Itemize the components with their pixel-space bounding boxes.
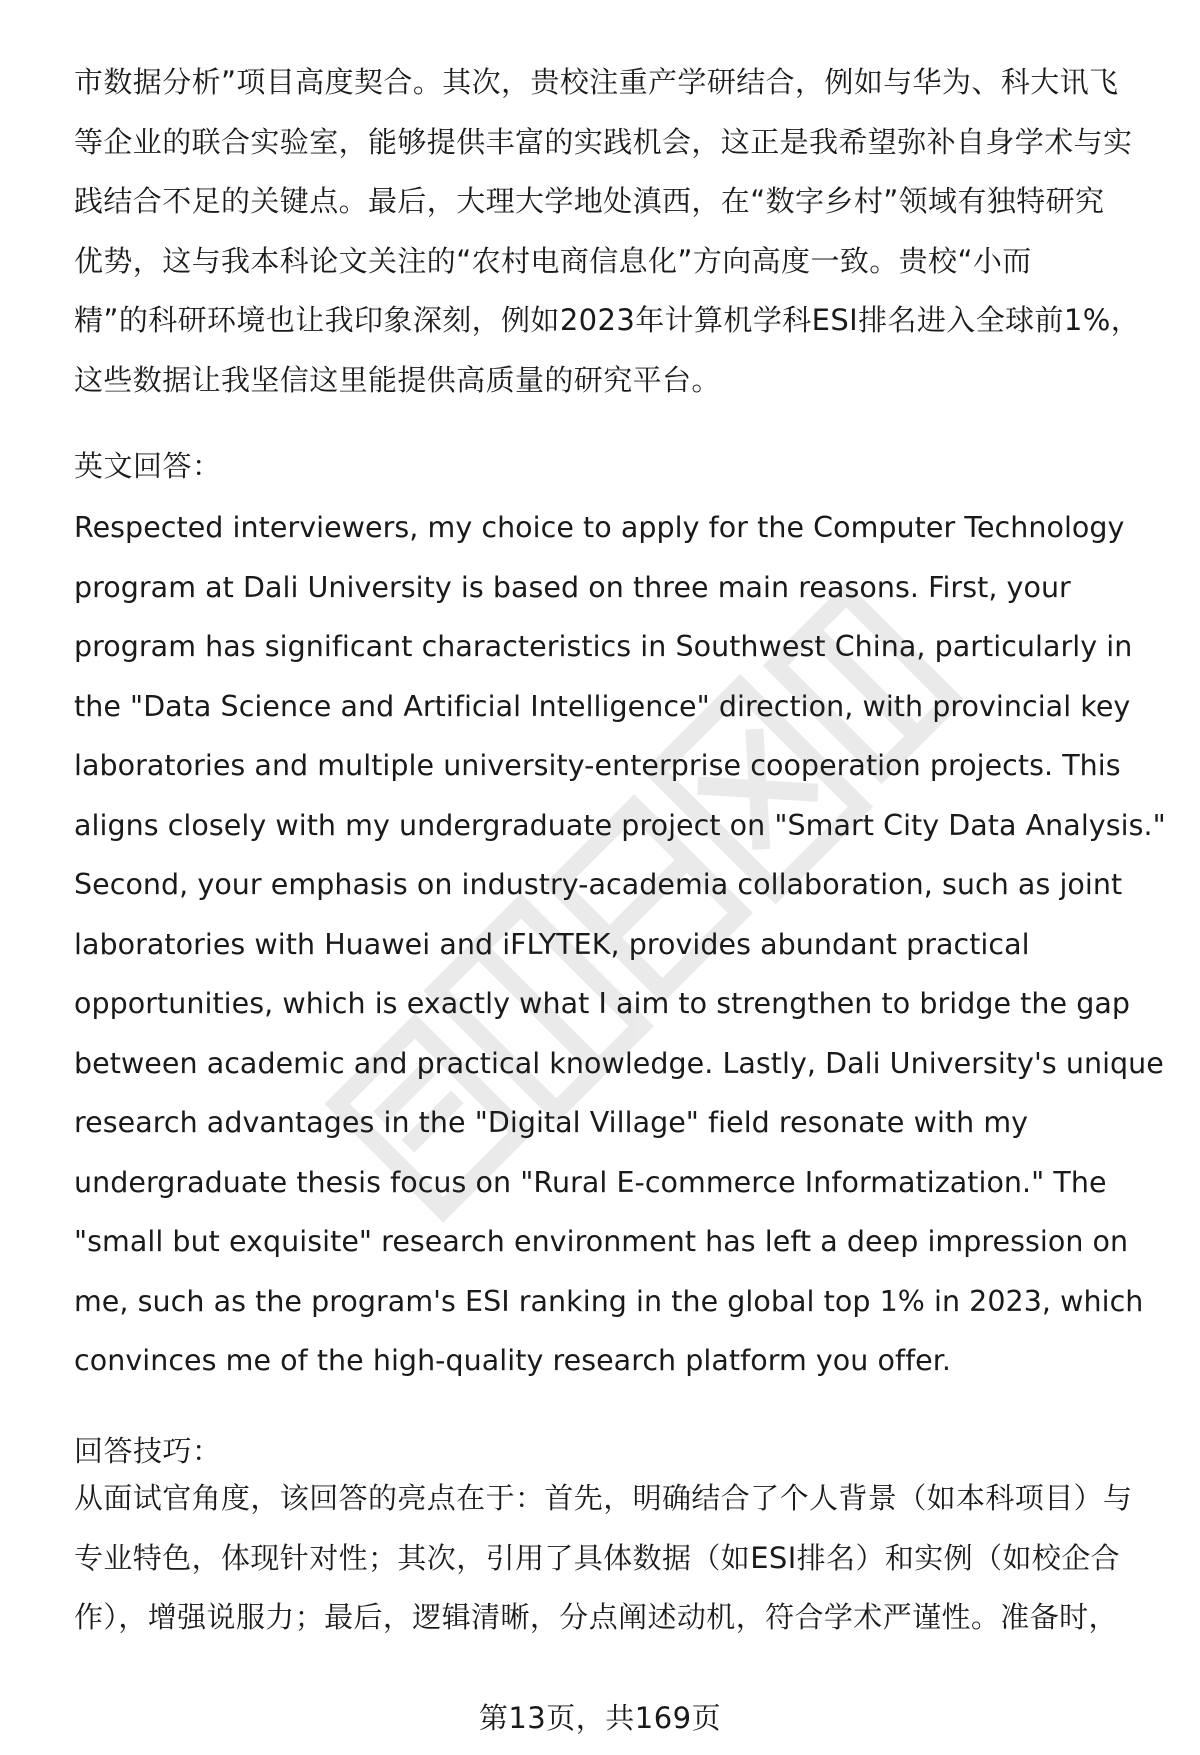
page-number: 第13页，共169页 [478,1701,722,1735]
text-line: 从面试官角度，该回答的亮点在于：首先，明确结合了个人背景（如本科项目）与 [74,1481,1133,1515]
text-line: 精”的科研环境也让我印象深刻，例如2023年计算机学科ESI排名进入全球前1%， [74,303,1141,337]
english-answer-heading: 英文回答： [74,449,222,483]
text-line: laboratories and multiple university-enterprise cooperation projects. This [74,749,1121,782]
text-line: program has significant characteristics in Southwest China, particularly in [74,630,1133,663]
text-line: program at Dali University is based on three main reasons. First, your [74,570,1071,604]
english-answer-paragraph [74,498,1166,1391]
text-line: 优势，这与我本科论文关注的“农村电商信息化”方向高度一致。贵校“小而 [74,243,1032,278]
text-line: Respected interviewers, my choice to apply for the Computer Technology [74,511,1125,544]
answer-tips-heading: 回答技巧： [74,1434,222,1468]
text-line: me, such as the program's ESI ranking in the global top 1% in 2023, which [74,1284,1144,1318]
text-line: 作），增强说服力；最后，逻辑清晰，分点阐述动机，符合学术严谨性。准备时， [74,1600,1118,1634]
text-line: laboratories with Huawei and iFLYTEK, provides abundant practical [74,927,1030,961]
text-line: undergraduate thesis focus on "Rural E-commerce Informatization." The [74,1165,1107,1199]
text-line: 市数据分析”项目高度契合。其次，贵校注重产学研结合，例如与华为、科大讯飞 [74,65,1119,99]
text-line: opportunities, which is exactly what I aim to strengthen to bridge the gap [74,987,1131,1020]
text-line: 专业特色，体现针对性；其次，引用了具体数据（如ESI排名）和实例（如校企合 [74,1540,1121,1575]
text-line: 这些数据让我坚信这里能提供高质量的研究平台。 [74,362,721,397]
text-line: 等企业的联合实验室，能够提供丰富的实践机会，这正是我希望弥补自身学术与实 [74,124,1133,159]
text-line: the "Data Science and Artificial Intelligence" direction, with provincial key [74,689,1131,723]
answer-tips-paragraph [74,1469,1154,1648]
text-line: 践结合不足的关键点。最后，大理大学地处滇西，在“数字乡村”领域有独特研究 [74,184,1105,218]
text-line: Second, your emphasis on industry-academia collaboration, such as joint [74,868,1123,901]
text-line: convinces me of the high-quality research platform you offer. [74,1344,952,1377]
text-line: "small but exquisite" research environment has left a deep impression on [74,1225,1129,1258]
text-line: aligns closely with my undergraduate project on "Smart City Data Analysis." [74,808,1166,842]
text-line: between academic and practical knowledge. Lastly, Dali University's unique [74,1046,1164,1080]
text-line: research advantages in the "Digital Village" field resonate with my [74,1106,1029,1139]
intro-paragraph [74,53,1154,410]
